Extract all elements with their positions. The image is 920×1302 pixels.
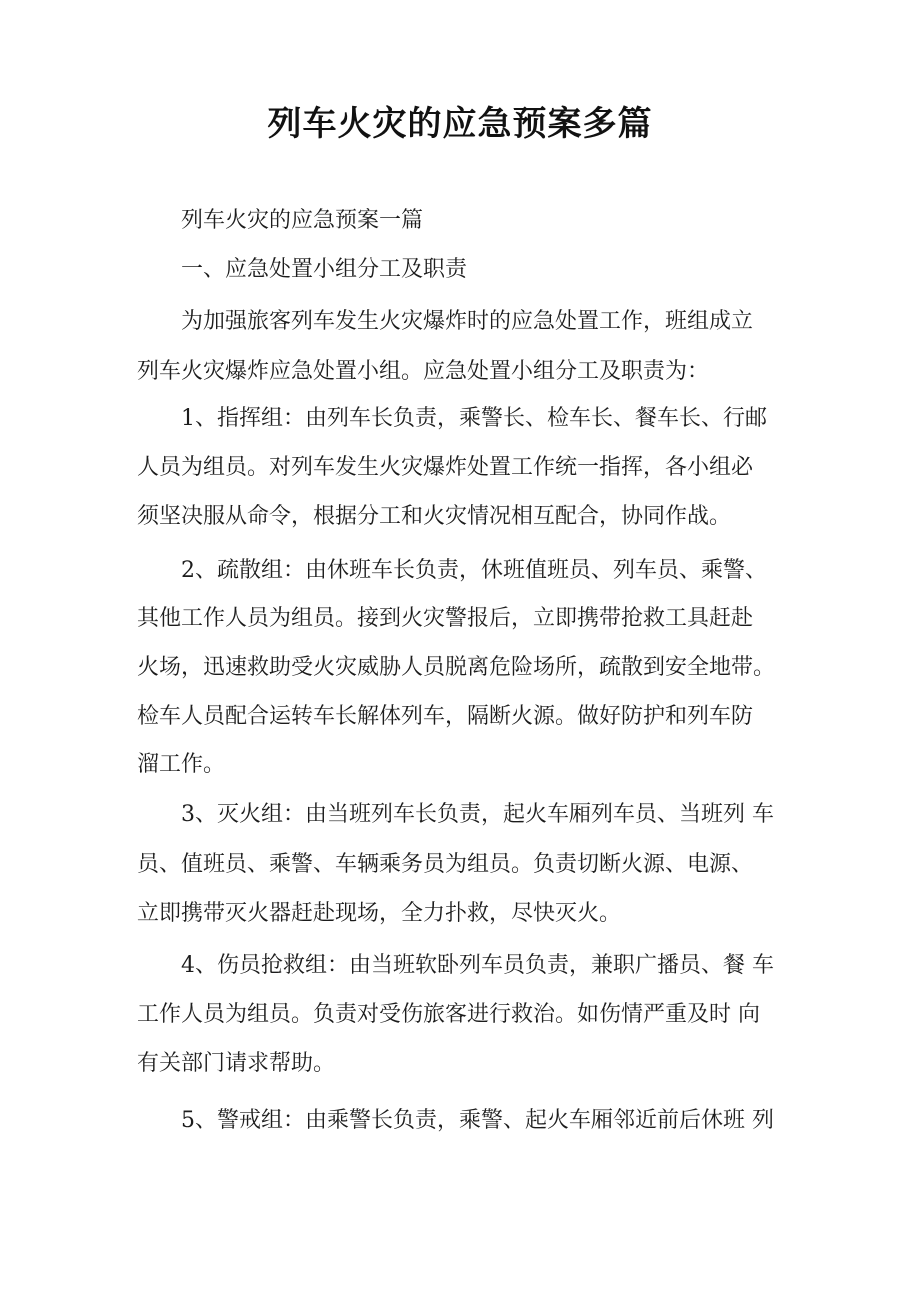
paragraph-command-group-line: 1、指挥组：由列车长负责，乘警长、检车长、餐车长、行邮 — [181, 406, 767, 431]
paragraph-intro-line: 为加强旅客列车发生火灾爆炸时的应急处置工作，班组成立 — [181, 309, 754, 334]
section-heading-division-of-duties: 一、应急处置小组分工及职责 — [181, 257, 468, 282]
paragraph-command-group-line: 须坚决服从命令，根据分工和火灾情况相互配合，协同作战。 — [137, 504, 732, 529]
paragraph-evacuation-group-line: 其他工作人员为组员。接到火灾警报后，立即携带抢救工具赶赴 — [137, 606, 754, 631]
paragraph-command-group-line: 人员为组员。对列车发生火灾爆炸处置工作统一指挥，各小组必 — [137, 455, 754, 480]
document-title: 列车火灾的应急预案多篇 — [267, 104, 653, 144]
paragraph-evacuation-group-line: 火场，迅速救助受火灾威胁人员脱离危险场所，疏散到安全地带。 — [137, 655, 776, 680]
section-heading-plan-one: 列车火灾的应急预案一篇 — [181, 208, 424, 233]
paragraph-rescue-group-line: 4、伤员抢救组：由当班软卧列车员负责，兼职广播员、餐 车 — [181, 953, 774, 978]
paragraph-evacuation-group-line: 检车人员配合运转车长解体列车，隔断火源。做好防护和列车防 — [137, 704, 754, 729]
paragraph-intro-line: 列车火灾爆炸应急处置小组。应急处置小组分工及职责为： — [137, 359, 710, 384]
paragraph-firefighting-group-line: 员、值班员、乘警、车辆乘务员为组员。负责切断火源、电源、 — [137, 852, 754, 877]
paragraph-evacuation-group-line: 2、疏散组：由休班车长负责，休班值班员、列车员、乘警、 — [181, 558, 767, 583]
paragraph-guard-group-line: 5、警戒组：由乘警长负责，乘警、起火车厢邻近前后休班 列 — [181, 1108, 774, 1133]
paragraph-rescue-group-line: 工作人员为组员。负责对受伤旅客进行救治。如伤情严重及时 向 — [137, 1002, 760, 1027]
paragraph-evacuation-group-line: 溜工作。 — [137, 752, 226, 777]
paragraph-rescue-group-line: 有关部门请求帮助。 — [137, 1051, 336, 1076]
paragraph-firefighting-group-line: 3、灭火组：由当班列车长负责，起火车厢列车员、当班列 车 — [181, 802, 774, 827]
paragraph-firefighting-group-line: 立即携带灭火器赶赴现场，全力扑救，尽快灭火。 — [137, 901, 622, 926]
